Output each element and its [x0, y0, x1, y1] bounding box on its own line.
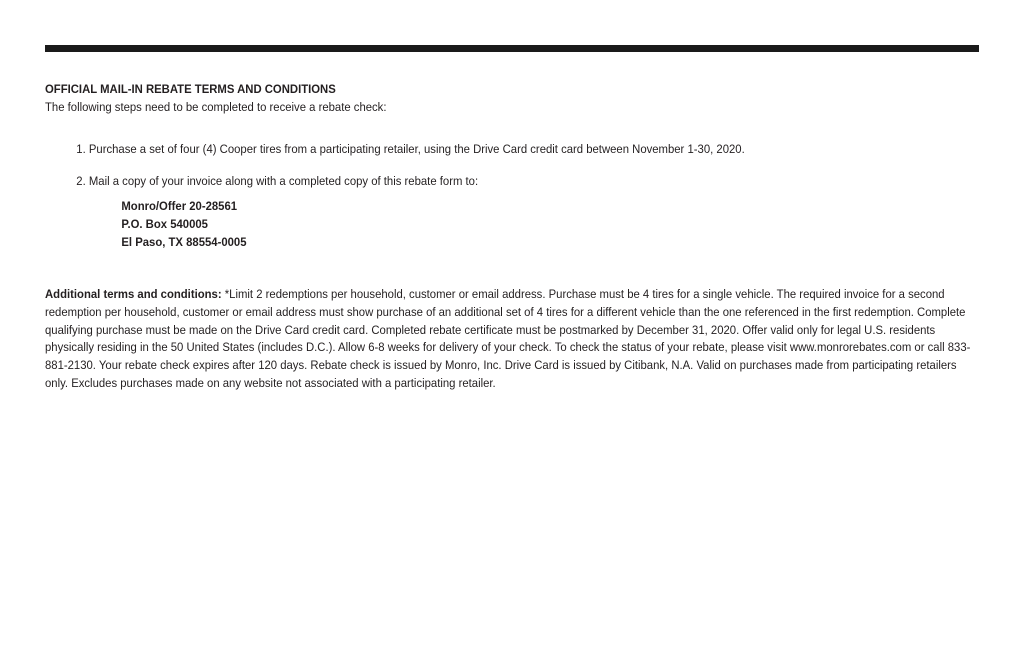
mailing-address: [76, 197, 979, 251]
address-line-1: Monro/Offer 20-28561: [121, 199, 238, 213]
page-title: OFFICIAL MAIL-IN REBATE TERMS AND CONDITIONS: [45, 82, 336, 96]
step-item-2: [76, 172, 979, 251]
additional-terms-label: Additional terms and conditions:: [45, 287, 222, 301]
rebate-terms-document: [45, 80, 979, 405]
top-rule-divider: [45, 45, 979, 52]
step-item-2-text: 2. Mail a copy of your invoice along with a completed copy of this rebate form to:: [76, 174, 479, 188]
step-item-1: 1. Purchase a set of four (4) Cooper tires from a participating retailer, using the Drive Card credit card between November 1-30, 2020.: [76, 142, 745, 156]
address-line-2: P.O. Box 540005: [121, 217, 208, 231]
intro-text: The following steps need to be completed to receive a rebate check:: [45, 100, 387, 114]
steps-list: [45, 140, 979, 251]
additional-terms-body: *Limit 2 redemptions per household, customer or email address. Purchase must be 4 tires for a single vehicle. The required invoice for a second redemption per household, customer or email address must show purchase of an additional set of 4 tires for a different vehicle than the one referenced in the first redemption. Complete qualifying purchase must be made on the Drive Card credit card. Completed rebate certificate must be postmarked by December 31, 2020. Offer valid only for legal U.S. residents physically residing in the 50 United States (includes D.C.). Allow 6-8 weeks for delivery of your check. To check the status of your rebate, please visit www.monrorebates.com or call 833-881-2130. Your rebate check expires after 120 days. Rebate check is issued by Monro, Inc. Drive Card is issued by Citibank, N.A. Valid on purchases made from participating retailers only. Excludes purchases made on any website not associated with a participating retailer.: [45, 287, 971, 390]
additional-terms: [45, 286, 979, 393]
address-line-3: El Paso, TX 88554-0005: [121, 235, 247, 249]
